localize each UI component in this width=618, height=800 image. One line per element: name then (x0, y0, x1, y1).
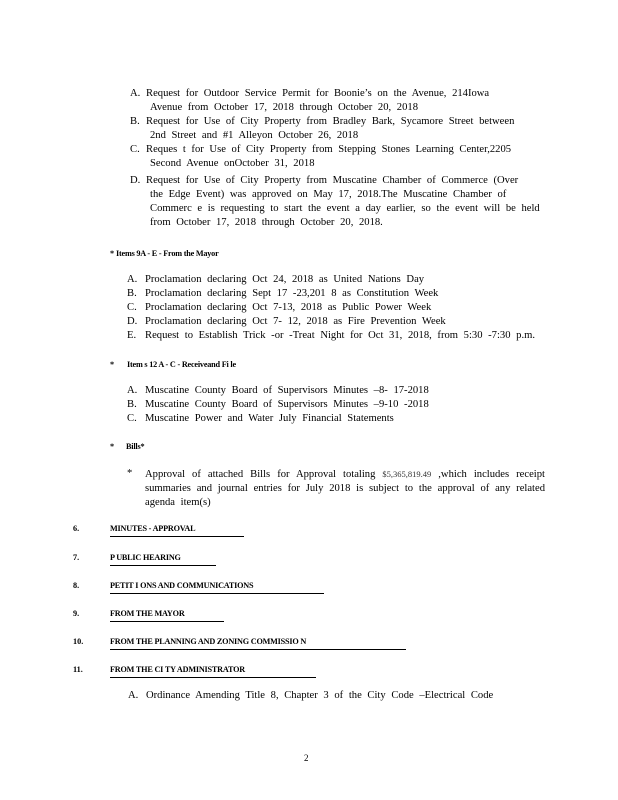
bills-paragraph (145, 467, 545, 510)
item-letter: D. (127, 316, 138, 327)
page-number: 2 (304, 753, 309, 763)
permit-line: Request for Use of City Property from Muscatine Chamber of Commerce (Over (146, 175, 519, 186)
section-title-planning: FROM THE PLANNING AND ZONING COMMISSIO N (110, 636, 406, 650)
item-letter: C. (127, 413, 137, 424)
permit-line: Avenue from October 17, 2018 through October 20, 2018 (150, 102, 418, 113)
permit-letter: B. (130, 116, 140, 127)
bills-heading: Bills* (126, 442, 145, 451)
ordinance-item: Ordinance Amending Title 8, Chapter 3 of the City Code –Electrical Code (146, 690, 494, 701)
section-title-administrator: FROM THE CI TY ADMINISTRATOR (110, 664, 316, 678)
bills-amount: $5,365,819.49 (382, 469, 432, 479)
bills-text-before: Approval of attached Bills for Approval totaling (145, 469, 376, 480)
permit-letter: C. (130, 144, 140, 155)
section-bullet: * (110, 360, 114, 369)
permit-letter: A. (130, 88, 141, 99)
file-item: Muscatine County Board of Supervisors Minutes –8- 17-2018 (145, 385, 429, 396)
permit-line: Second Avenue onOctober 31, 2018 (150, 158, 315, 169)
item-letter: C. (127, 302, 137, 313)
item-letter: A. (127, 385, 138, 396)
mayor-item: Proclamation declaring Oct 7- 12, 2018 as Fire Prevention Week (145, 316, 446, 327)
section-number: 11. (73, 665, 83, 674)
item-letter: A. (128, 690, 139, 701)
section-title-minutes: MINUTES - APPROVAL (110, 523, 244, 537)
item-letter: A. (127, 274, 138, 285)
bills-text-after: ,which includes receipt summaries and journal entries for July 2018 is subject to the approval of any related agenda item(s) (145, 469, 545, 508)
section-bullet: * (110, 249, 114, 258)
mayor-item: Request to Establish Trick -or -Treat Night for Oct 31, 2018, from 5:30 -7:30 p.m. (145, 330, 535, 341)
file-item: Muscatine County Board of Supervisors Minutes –9-10 -2018 (145, 399, 429, 410)
mayor-item: Proclamation declaring Oct 24, 2018 as United Nations Day (145, 274, 425, 285)
permit-line: Reques t for Use of City Property from Stepping Stones Learning Center,2205 (146, 144, 512, 155)
section-title-mayor: FROM THE MAYOR (110, 608, 224, 622)
section-number: 9. (73, 609, 80, 618)
section-number: 10. (73, 637, 84, 646)
permit-line: the Edge Event) was approved on May 17, 2018.The Muscatine Chamber of (150, 189, 507, 200)
permit-line: Commerc e is requesting to start the event a day earlier, so the event will be held (150, 203, 540, 214)
bills-bullet: * (127, 468, 133, 479)
file-item: Muscatine Power and Water July Financial Statements (145, 413, 394, 424)
permit-line: Request for Use of City Property from Bradley Bark, Sycamore Street between (146, 116, 515, 127)
section-number: 6. (73, 524, 80, 533)
receive-file-heading: Item s 12 A - C - Receiveand Fi le (127, 360, 236, 369)
section-title-petitions: PETIT I ONS AND COMMUNICATIONS (110, 580, 324, 594)
section-number: 7. (73, 553, 80, 562)
permit-line: from October 17, 2018 through October 20, 2018. (150, 217, 383, 228)
mayor-item: Proclamation declaring Sept 17 -23,201 8 as Constitution Week (145, 288, 439, 299)
permit-letter: D. (130, 175, 141, 186)
item-letter: E. (127, 330, 137, 341)
mayor-item: Proclamation declaring Oct 7-13, 2018 as Public Power Week (145, 302, 432, 313)
item-letter: B. (127, 399, 137, 410)
mayor-heading: Items 9A - E - From the Mayor (116, 249, 219, 258)
permit-line: 2nd Street and #1 Alleyon October 26, 2018 (150, 130, 359, 141)
section-number: 8. (73, 581, 80, 590)
permit-line: Request for Outdoor Service Permit for Boonie’s on the Avenue, 214Iowa (146, 88, 490, 99)
item-letter: B. (127, 288, 137, 299)
section-title-hearing: P UBLIC HEARING (110, 552, 216, 566)
section-bullet: * (110, 442, 114, 451)
